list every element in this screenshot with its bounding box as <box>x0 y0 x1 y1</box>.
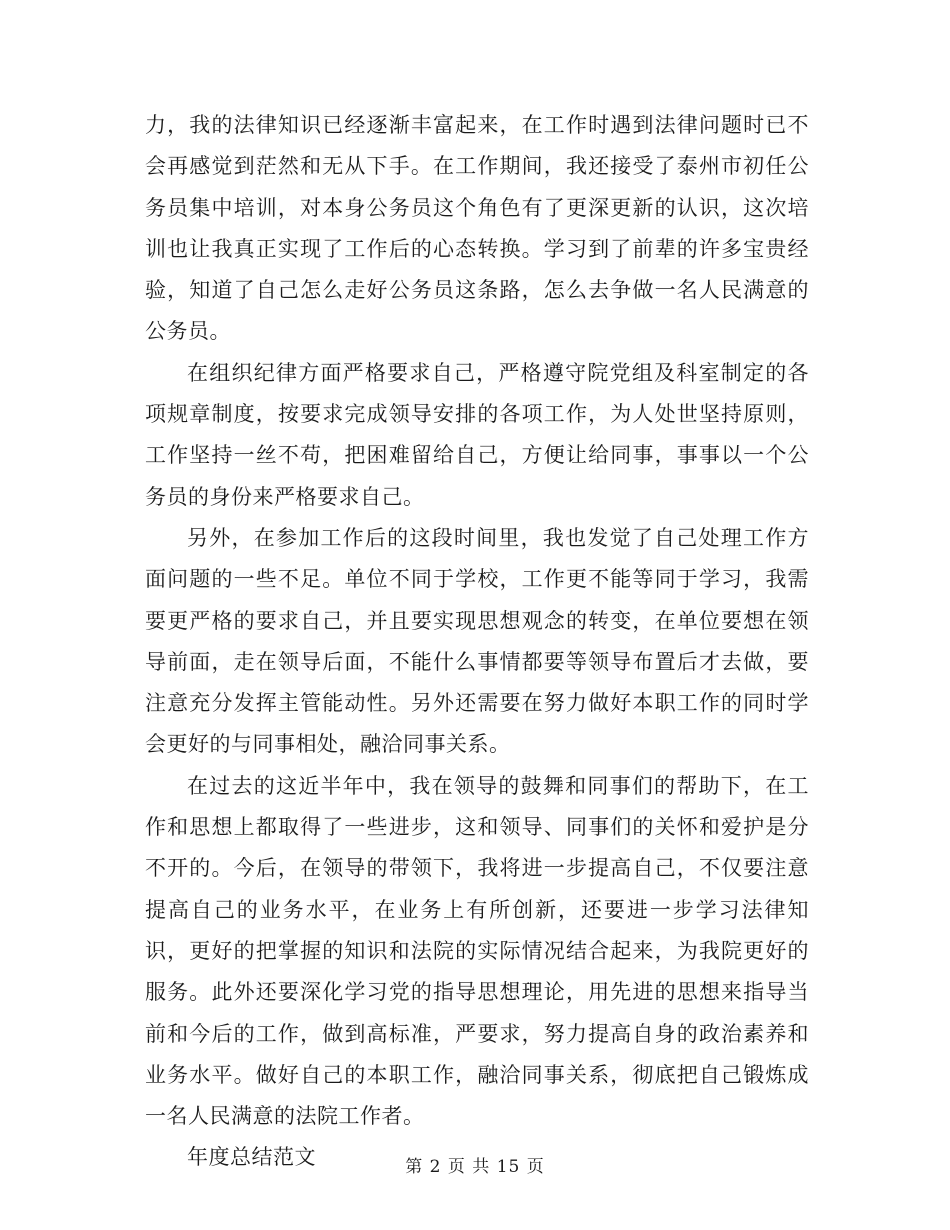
paragraph-shortcomings: 另外，在参加工作后的这段时间里，我也发觉了自己处理工作方面问题的一些不足。单位不同于学校，工作更不能等同于学习，我需要更严格的要求自己，并且要实现思想观念的转变，在单位要想在领导前面，走在领导后面，不能什么事情都要等领导布置后才去做，要注意充分发挥主管能动性。另外还需要在努力做好本职工作的同时学会更好的与同事相处，融洽同事关系。 <box>145 525 809 757</box>
paragraph-continuation: 力，我的法律知识已经逐渐丰富起来，在工作时遇到法律问题时已不会再感觉到茫然和无从下手。在工作期间，我还接受了泰州市初任公务员集中培训，对本身公务员这个角色有了更深更新的认识，这次培训也让我真正实现了工作后的心态转换。学习到了前辈的许多宝贵经验，知道了自己怎么走好公务员这条路，怎么去争做一名人民满意的公务员。 <box>145 113 809 344</box>
paragraph-section-heading: 年度总结范文 <box>187 1145 316 1170</box>
paragraph-outlook: 在过去的这近半年中，我在领导的鼓舞和同事们的帮助下，在工作和思想上都取得了一些进步，这和领导、同事们的关怀和爱护是分不开的。今后，在领导的带领下，我将进一步提高自己，不仅要注意提高自己的业务水平，在业务上有所创新，还要进一步学习法律知识，更好的把掌握的知识和法院的实际情况结合起来，为我院更好的服务。此外还要深化学习党的指导思想理论，用先进的思想来指导当前和今后的工作，做到高标准，严要求，努力提高自身的政治素养和业务水平。做好自己的本职工作，融洽同事关系，彻底把自己锻炼成一名人民满意的法院工作者。 <box>145 773 809 1129</box>
paragraph-discipline: 在组织纪律方面严格要求自己，严格遵守院党组及科室制定的各项规章制度，按要求完成领导安排的各项工作，为人处世坚持原则，工作坚持一丝不苟，把困难留给自己，方便让给同事，事事以一个公务员的身份来严格要求自己。 <box>145 360 809 509</box>
document-body <box>145 105 809 1179</box>
page-number-footer: 第 2 页 共 15 页 <box>405 1157 545 1177</box>
